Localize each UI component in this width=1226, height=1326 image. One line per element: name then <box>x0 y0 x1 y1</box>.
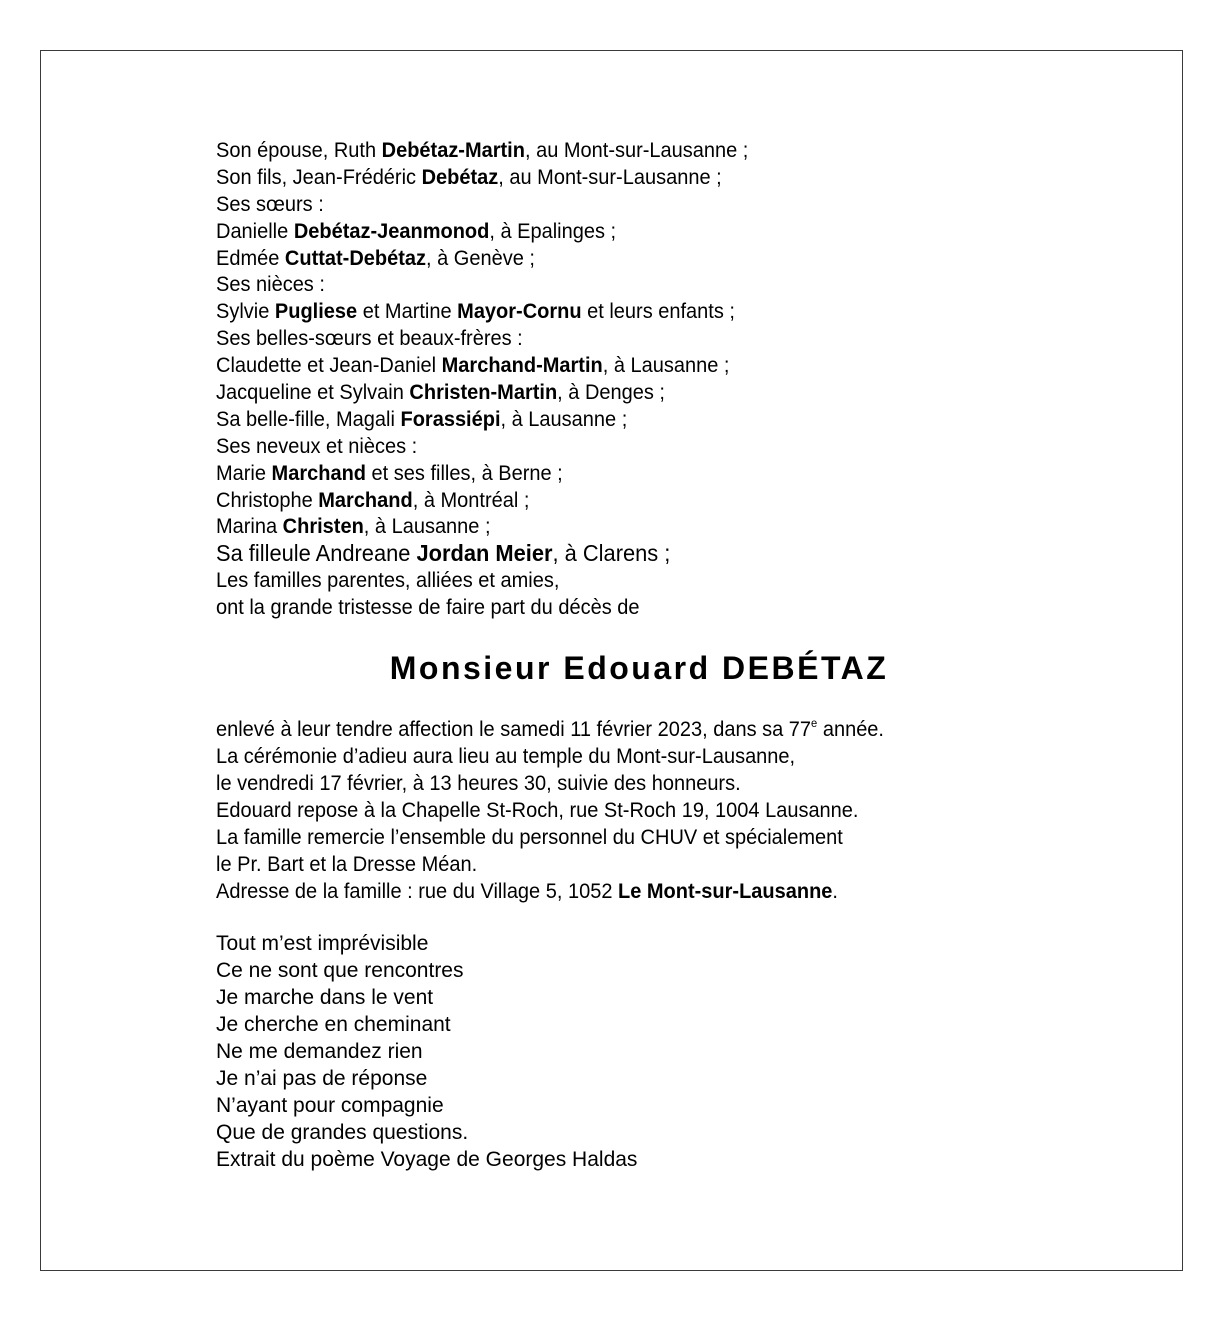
family-name: Jordan Meier <box>416 540 553 567</box>
family-list-line <box>216 325 748 352</box>
family-list-line <box>216 352 748 379</box>
family-text: Edmée <box>216 245 285 270</box>
family-text: Christophe <box>216 487 319 512</box>
family-name: Cuttat-Debétaz <box>284 245 427 270</box>
family-text: Ses neveux et nièces : <box>216 433 418 458</box>
family-list-line <box>216 379 748 406</box>
poem-line: Je cherche en cheminant <box>216 1013 451 1036</box>
family-text: et leurs enfants ; <box>581 299 735 324</box>
family-list-line <box>216 271 748 298</box>
family-text: , à Denges ; <box>557 380 665 405</box>
family-name: Pugliese <box>274 299 358 324</box>
family-text: ont la grande tristesse de faire part du décès de <box>216 595 640 620</box>
poem <box>216 930 637 1173</box>
poem-attribution: Extrait du poème Voyage de Georges Haldas <box>216 1148 638 1171</box>
family-text: , à Epalinges ; <box>489 218 617 243</box>
family-list-line <box>216 245 748 272</box>
family-text: Claudette et Jean-Daniel <box>216 353 442 378</box>
family-list-line <box>216 433 748 460</box>
family-text: Danielle <box>216 218 294 243</box>
family-list-line <box>216 218 748 245</box>
family-text: , à Genève ; <box>426 245 535 270</box>
family-text: Son fils, Jean-Frédéric <box>216 164 422 189</box>
deceased-name: Monsieur Edouard DEBÉTAZ <box>389 650 889 686</box>
family-list-line <box>216 567 748 594</box>
family-text: Ses belles-sœurs et beaux-frères : <box>216 326 523 351</box>
family-text: Sa filleule Andreane <box>216 540 417 567</box>
family-text: et ses filles, à Berne ; <box>366 460 563 485</box>
family-list-line <box>216 137 748 164</box>
poem-line: Que de grandes questions. <box>216 1121 469 1144</box>
family-text: Marie <box>216 460 272 485</box>
resting-place-line: Edouard repose à la Chapelle St-Roch, rue St-Roch 19, 1004 Lausanne. <box>216 798 859 822</box>
family-list-line <box>216 460 748 487</box>
family-text: et Martine <box>357 299 458 324</box>
ceremony-date-line: le vendredi 17 février, à 13 heures 30, suivie des honneurs. <box>216 771 741 795</box>
family-text: , au Mont-sur-Lausanne ; <box>498 164 722 189</box>
poem-line: Ce ne sont que rencontres <box>216 959 464 982</box>
family-address-line: Adresse de la famille : rue du Village 5, 1052 Le Mont-sur-Lausanne. <box>216 879 838 903</box>
family-text: Jacqueline et Sylvain <box>216 380 410 405</box>
ceremony-details <box>216 716 884 905</box>
family-text: Ses sœurs : <box>216 191 324 216</box>
family-text: Sa belle-fille, Magali <box>216 406 401 431</box>
family-list-line <box>216 191 748 218</box>
family-list-line <box>216 164 748 191</box>
thanks-line: La famille remercie l’ensemble du personnel du CHUV et spécialement <box>216 825 843 849</box>
family-name: Christen-Martin <box>409 380 558 405</box>
family-text: Les familles parentes, alliées et amies, <box>216 568 560 593</box>
family-list-line <box>216 406 748 433</box>
family-list-line <box>216 513 748 540</box>
family-text: Sylvie <box>216 299 275 324</box>
family-name: Marchand <box>271 460 367 485</box>
family-text: , à Montréal ; <box>412 487 530 512</box>
family-name: Debétaz-Jeanmonod <box>293 218 490 243</box>
family-text: Marina <box>216 514 283 539</box>
family-name: Marchand-Martin <box>441 353 603 378</box>
family-text: , à Clarens ; <box>552 540 671 567</box>
poem-line: Tout m’est imprévisible <box>216 932 429 955</box>
family-name: Debétaz <box>421 164 499 189</box>
poem-line: N’ayant pour compagnie <box>216 1094 444 1117</box>
thanks-names-line: le Pr. Bart et la Dresse Méan. <box>216 852 478 876</box>
poem-line: Je marche dans le vent <box>216 986 434 1009</box>
family-text: , au Mont-sur-Lausanne ; <box>524 138 749 162</box>
ceremony-location-line: La cérémonie d’adieu aura lieu au temple du Mont-sur-Lausanne, <box>216 744 796 768</box>
family-name: Christen <box>282 514 364 539</box>
family-list-line <box>216 594 748 621</box>
family-text: , à Lausanne ; <box>363 514 491 539</box>
family-list-line <box>216 487 748 514</box>
family-name: Marchand <box>318 487 413 512</box>
poem-line: Je n’ai pas de réponse <box>216 1067 428 1090</box>
family-list-line <box>216 540 748 567</box>
family-text: Ses nièces : <box>216 272 325 297</box>
death-announcement-line: enlevé à leur tendre affection le samedi 11 février 2023, dans sa 77e année. <box>216 716 884 741</box>
family-name: Debétaz-Martin <box>381 138 525 162</box>
family-name: Forassiépi <box>400 406 501 431</box>
family-text: , à Lausanne ; <box>500 406 628 431</box>
family-text: , à Lausanne ; <box>602 353 730 378</box>
family-name: Mayor-Cornu <box>457 299 582 324</box>
family-list <box>216 137 748 621</box>
family-text: Son épouse, Ruth <box>216 138 382 162</box>
family-list-line <box>216 298 748 325</box>
poem-line: Ne me demandez rien <box>216 1040 423 1063</box>
